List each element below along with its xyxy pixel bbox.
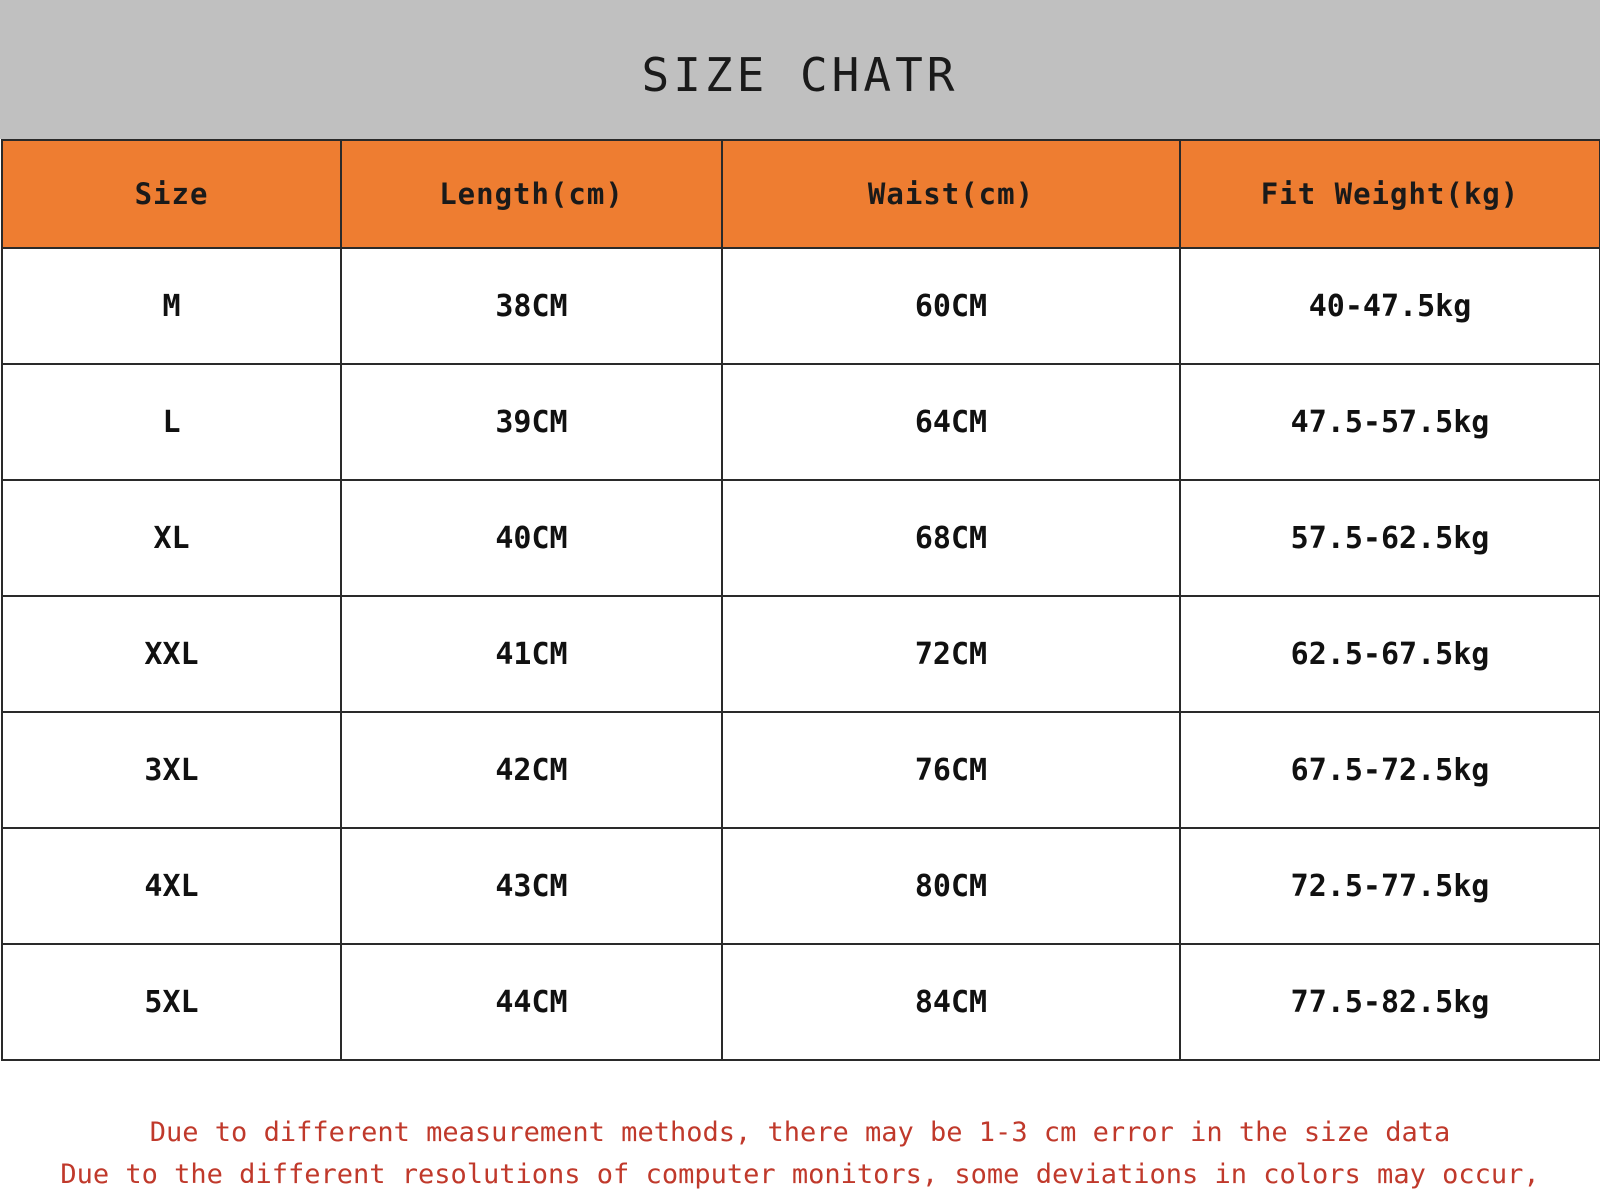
cell-fit-weight: 77.5-82.5kg [1180,944,1600,1060]
cell-fit-weight: 40-47.5kg [1180,248,1600,364]
table-row [2,828,1600,944]
cell-length: 40CM [341,480,722,596]
cell-size: L [2,364,341,480]
table-row [2,480,1600,596]
cell-waist: 68CM [722,480,1180,596]
cell-waist: 80CM [722,828,1180,944]
note-measurement: Due to different measurement methods, there may be 1-3 cm error in the size data [149,1117,1451,1148]
cell-fit-weight: 62.5-67.5kg [1180,596,1600,712]
cell-waist: 64CM [722,364,1180,480]
cell-length: 38CM [341,248,722,364]
cell-size: 3XL [2,712,341,828]
cell-fit-weight: 72.5-77.5kg [1180,828,1600,944]
cell-waist: 76CM [722,712,1180,828]
size-table [1,139,1600,1061]
chart-title: SIZE CHATR [641,47,959,102]
table-row [2,944,1600,1060]
title-band [0,0,1600,139]
cell-length: 44CM [341,944,722,1060]
cell-length: 43CM [341,828,722,944]
table-row [2,364,1600,480]
cell-fit-weight: 47.5-57.5kg [1180,364,1600,480]
table-row [2,712,1600,828]
cell-size: M [2,248,341,364]
note-monitor-colors: Due to the different resolutions of computer monitors, some deviations in colors may occur, [60,1159,1540,1190]
header-fit-weight: Fit Weight(kg) [1180,140,1600,248]
cell-size: XL [2,480,341,596]
header-size: Size [2,140,341,248]
cell-length: 39CM [341,364,722,480]
table-row [2,248,1600,364]
table-header-row [2,140,1600,248]
cell-fit-weight: 57.5-62.5kg [1180,480,1600,596]
table-row [2,596,1600,712]
cell-length: 41CM [341,596,722,712]
cell-waist: 60CM [722,248,1180,364]
cell-waist: 84CM [722,944,1180,1060]
cell-length: 42CM [341,712,722,828]
cell-waist: 72CM [722,596,1180,712]
disclaimer-notes [0,1112,1600,1196]
header-length: Length(cm) [341,140,722,248]
cell-size: 4XL [2,828,341,944]
cell-fit-weight: 67.5-72.5kg [1180,712,1600,828]
cell-size: 5XL [2,944,341,1060]
header-waist: Waist(cm) [722,140,1180,248]
cell-size: XXL [2,596,341,712]
